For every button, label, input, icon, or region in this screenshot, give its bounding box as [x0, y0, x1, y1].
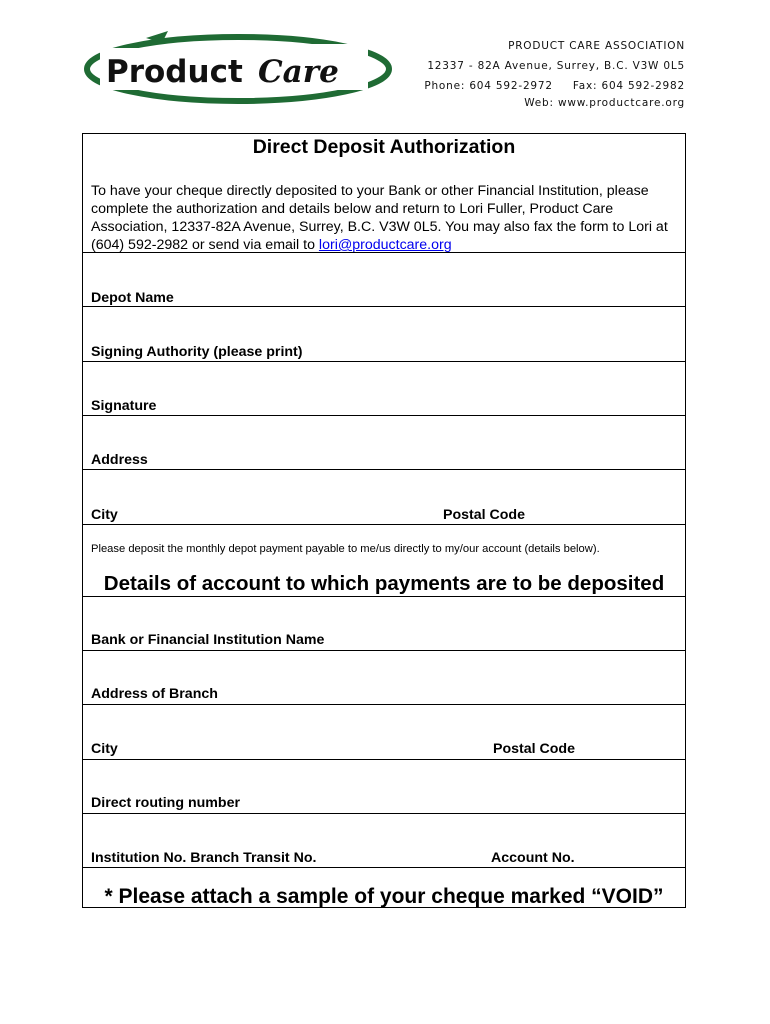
form-title: Direct Deposit Authorization: [252, 136, 516, 158]
divider: [83, 704, 685, 705]
intro-text: [91, 182, 681, 254]
product-care-logo: [82, 30, 394, 104]
divider: [83, 469, 685, 470]
depot-name-field[interactable]: Depot Name: [91, 290, 174, 306]
void-cheque-note: * Please attach a sample of your cheque marked “VOID”: [104, 885, 664, 908]
org-address: 12337 - 82A Avenue, Surrey, B.C. V3W 0L5: [427, 60, 685, 72]
divider: [83, 867, 685, 868]
divider: [83, 596, 685, 597]
divider: [83, 813, 685, 814]
logo-word-care: Care: [258, 54, 339, 90]
org-phone-fax: [424, 80, 685, 92]
signing-authority-field[interactable]: Signing Authority (please print): [91, 344, 303, 360]
org-phone: Phone: 604 592-2972: [424, 80, 553, 92]
routing-number-field[interactable]: Direct routing number: [91, 795, 240, 811]
divider: [83, 650, 685, 651]
email-link[interactable]: lori@productcare.org: [318, 237, 452, 253]
deposit-form: [82, 133, 686, 908]
city-field[interactable]: City: [91, 507, 118, 523]
branch-city-field[interactable]: City: [91, 741, 118, 757]
divider: [83, 759, 685, 760]
divider: [83, 361, 685, 362]
org-web: Web: www.productcare.org: [524, 97, 685, 109]
divider: [83, 524, 685, 525]
postal-code-field[interactable]: Postal Code: [443, 507, 525, 523]
signature-field[interactable]: Signature: [91, 398, 157, 414]
divider: [83, 306, 685, 307]
logo-word-product: Product: [106, 54, 243, 90]
account-heading: Details of account to which payments are to be deposited: [103, 572, 665, 595]
address-field[interactable]: Address: [91, 452, 148, 468]
deposit-note: Please deposit the monthly depot payment payable to me/us directly to my/our account (details below).: [91, 543, 600, 555]
intro-body: To have your cheque directly deposited to your Bank or other Financial Institution, please complete the authorization and details below and return to Lori Fuller, Product Care Association, 12337-82A Avenue, Surrey, B.C. V3W 0L5. You may also fax the form to Lori at (604) 592-2982 or send via email to: [91, 183, 668, 253]
branch-address-field[interactable]: Address of Branch: [91, 686, 218, 702]
org-name: PRODUCT CARE ASSOCIATION: [508, 40, 685, 52]
bank-name-field[interactable]: Bank or Financial Institution Name: [91, 632, 325, 648]
branch-postal-code-field[interactable]: Postal Code: [493, 741, 575, 757]
institution-transit-field[interactable]: Institution No. Branch Transit No.: [91, 850, 317, 866]
org-fax: Fax: 604 592-2982: [572, 80, 685, 92]
divider: [83, 252, 685, 253]
account-number-field[interactable]: Account No.: [491, 850, 575, 866]
divider: [83, 415, 685, 416]
